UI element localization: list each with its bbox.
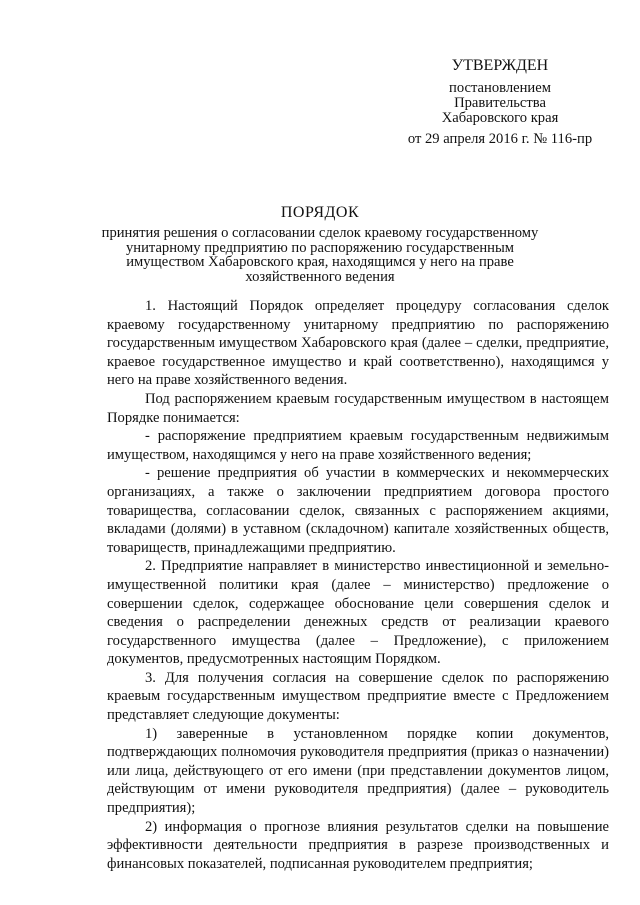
paragraph: 2. Предприятие направляет в министерство инвестиционной и земельно-имущественной политики края (далее – министерство) предложение о совершении сделок, содержащее обоснование цели совершения сделок и сведения о распределении денежных средств от реализации краевого государственного имущества (далее – Предложение), с приложением документов, предусмотренных настоящим Порядком. <box>107 558 609 668</box>
approval-line: Правительства <box>454 95 546 111</box>
document-subtitle: принятия решения о согласовании сделок краевому государственному унитарному предприятию по распоряжению государственным имуществом Хабаровского края, находящимся у него на праве хозяйственного ведения <box>101 225 539 285</box>
paragraph: - распоряжение предприятием краевым государственным недвижимым имуществом, находящимся у него на праве хозяйственного ведения; <box>107 428 609 463</box>
paragraph: Под распоряжением краевым государственным имуществом в настоящем Порядке понимается: <box>107 390 609 426</box>
paragraph: 2) информация о прогнозе влияния результатов сделки на повышение эффективности деятельности предприятия в разрезе производственных и финансовых показателей, подписанная руководителем предприятия; <box>107 818 609 872</box>
approval-block <box>400 58 600 147</box>
paragraph: 1. Настоящий Порядок определяет процедуру согласования сделок краевому государственному унитарному предприятию по распоряжению государственным имуществом Хабаровского края (далее – сделки, предприятие, краевое государственное имущество и край соответственно), находящимся у него на праве хозяйственного ведения. <box>107 298 609 389</box>
paragraph: - решение предприятия об участии в коммерческих и некоммерческих организациях, а также о заключении предприятием договора простого товарищества, согласовании сделок, связанных с распоряжением акциями, вкладами (долями) в уставном (складочном) капитале хозяйственных обществ, товариществ, принадлежащими предприятию. <box>107 465 609 556</box>
paragraph: 3. Для получения согласия на совершение сделок по распоряжению краевым государственным имуществом предприятие вместе с Предложением представляет следующие документы: <box>107 669 609 724</box>
paragraph: 1) заверенные в установленном порядке копии документов, подтверждающих полномочия руководителя предприятия (приказ о назначении) или лица, действующего от его имени (при представлении документов лицом, действующим от имени руководителя предприятия) (далее – руководитель предприятия); <box>107 725 609 817</box>
approval-heading: УТВЕРЖДЕН <box>451 57 549 74</box>
approval-date: от 29 апреля 2016 г. № 116-пр <box>407 131 593 147</box>
approval-line: постановлением <box>449 80 551 96</box>
document-body <box>107 297 609 873</box>
approval-line: Хабаровского края <box>441 110 559 126</box>
document-title: ПОРЯДОК <box>280 204 360 221</box>
